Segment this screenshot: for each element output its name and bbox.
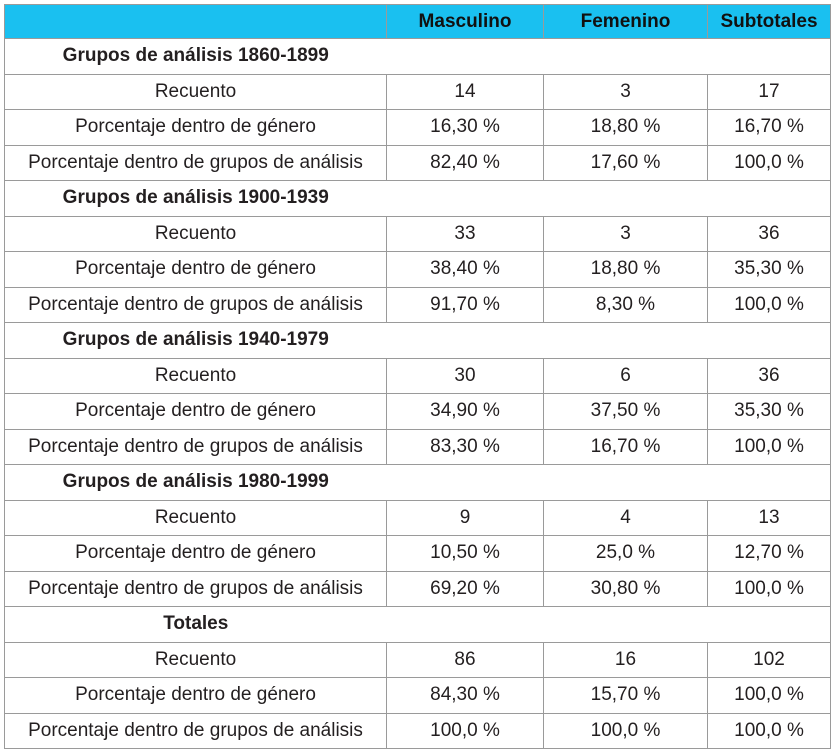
cell-masculino: 34,90 % [387, 394, 544, 430]
cell-subtotal: 35,30 % [708, 394, 831, 430]
cell-masculino: 83,30 % [387, 429, 544, 465]
table-row [5, 678, 831, 714]
cell-masculino: 38,40 % [387, 252, 544, 288]
row-label: Porcentaje dentro de género [5, 394, 387, 430]
table-row [5, 287, 831, 323]
group-header-row [5, 39, 831, 75]
cell-subtotal: 100,0 % [708, 145, 831, 181]
cell-subtotal: 36 [708, 358, 831, 394]
table-row [5, 500, 831, 536]
cell-masculino: 82,40 % [387, 145, 544, 181]
row-label: Porcentaje dentro de grupos de análisis [5, 287, 387, 323]
cell-femenino: 100,0 % [544, 713, 708, 749]
cell-femenino: 15,70 % [544, 678, 708, 714]
cell-femenino: 3 [544, 74, 708, 110]
group-header-row [5, 181, 831, 217]
cell-femenino: 18,80 % [544, 110, 708, 146]
group-title: Grupos de análisis 1860-1899 [5, 39, 387, 75]
group-blank [387, 323, 831, 359]
cell-femenino: 17,60 % [544, 145, 708, 181]
group-header-row [5, 323, 831, 359]
header-masculino: Masculino [387, 5, 544, 39]
header-row [5, 5, 831, 39]
cell-masculino: 10,50 % [387, 536, 544, 572]
group-title: Totales [5, 607, 387, 643]
table-row [5, 74, 831, 110]
cell-subtotal: 100,0 % [708, 678, 831, 714]
row-label: Porcentaje dentro de género [5, 536, 387, 572]
row-label: Porcentaje dentro de género [5, 252, 387, 288]
row-label: Recuento [5, 216, 387, 252]
cell-subtotal: 102 [708, 642, 831, 678]
cell-subtotal: 35,30 % [708, 252, 831, 288]
cell-femenino: 25,0 % [544, 536, 708, 572]
row-label: Recuento [5, 74, 387, 110]
cell-subtotal: 100,0 % [708, 713, 831, 749]
cell-femenino: 16,70 % [544, 429, 708, 465]
group-title: Grupos de análisis 1980-1999 [5, 465, 387, 501]
group-title: Grupos de análisis 1940-1979 [5, 323, 387, 359]
row-label: Porcentaje dentro de grupos de análisis [5, 145, 387, 181]
cell-masculino: 33 [387, 216, 544, 252]
row-label: Recuento [5, 500, 387, 536]
cell-masculino: 91,70 % [387, 287, 544, 323]
table-row [5, 216, 831, 252]
table-row [5, 394, 831, 430]
table-row [5, 252, 831, 288]
group-header-row [5, 607, 831, 643]
table-row [5, 145, 831, 181]
cell-femenino: 37,50 % [544, 394, 708, 430]
cell-masculino: 69,20 % [387, 571, 544, 607]
cell-subtotal: 13 [708, 500, 831, 536]
cell-subtotal: 17 [708, 74, 831, 110]
table-row [5, 571, 831, 607]
cell-femenino: 18,80 % [544, 252, 708, 288]
header-subtotales: Subtotales [708, 5, 831, 39]
cell-subtotal: 100,0 % [708, 571, 831, 607]
cell-femenino: 16 [544, 642, 708, 678]
cell-masculino: 86 [387, 642, 544, 678]
table-row [5, 713, 831, 749]
row-label: Recuento [5, 358, 387, 394]
cell-femenino: 8,30 % [544, 287, 708, 323]
row-label: Porcentaje dentro de grupos de análisis [5, 713, 387, 749]
cell-femenino: 3 [544, 216, 708, 252]
table-row [5, 536, 831, 572]
group-header-row [5, 465, 831, 501]
cell-subtotal: 100,0 % [708, 287, 831, 323]
cell-masculino: 9 [387, 500, 544, 536]
cell-subtotal: 16,70 % [708, 110, 831, 146]
cell-subtotal: 100,0 % [708, 429, 831, 465]
table-row [5, 642, 831, 678]
group-blank [387, 465, 831, 501]
cell-masculino: 100,0 % [387, 713, 544, 749]
table-row [5, 429, 831, 465]
row-label: Recuento [5, 642, 387, 678]
cell-femenino: 30,80 % [544, 571, 708, 607]
table-row [5, 358, 831, 394]
row-label: Porcentaje dentro de grupos de análisis [5, 571, 387, 607]
cell-femenino: 4 [544, 500, 708, 536]
table-row [5, 110, 831, 146]
cell-subtotal: 36 [708, 216, 831, 252]
row-label: Porcentaje dentro de grupos de análisis [5, 429, 387, 465]
group-blank [387, 181, 831, 217]
cell-subtotal: 12,70 % [708, 536, 831, 572]
row-label: Porcentaje dentro de género [5, 110, 387, 146]
cell-masculino: 16,30 % [387, 110, 544, 146]
header-blank [5, 5, 387, 39]
row-label: Porcentaje dentro de género [5, 678, 387, 714]
group-blank [387, 607, 831, 643]
crosstab-table [4, 4, 831, 749]
cell-masculino: 30 [387, 358, 544, 394]
header-femenino: Femenino [544, 5, 708, 39]
cell-femenino: 6 [544, 358, 708, 394]
cell-masculino: 14 [387, 74, 544, 110]
group-blank [387, 39, 831, 75]
group-title: Grupos de análisis 1900-1939 [5, 181, 387, 217]
cell-masculino: 84,30 % [387, 678, 544, 714]
